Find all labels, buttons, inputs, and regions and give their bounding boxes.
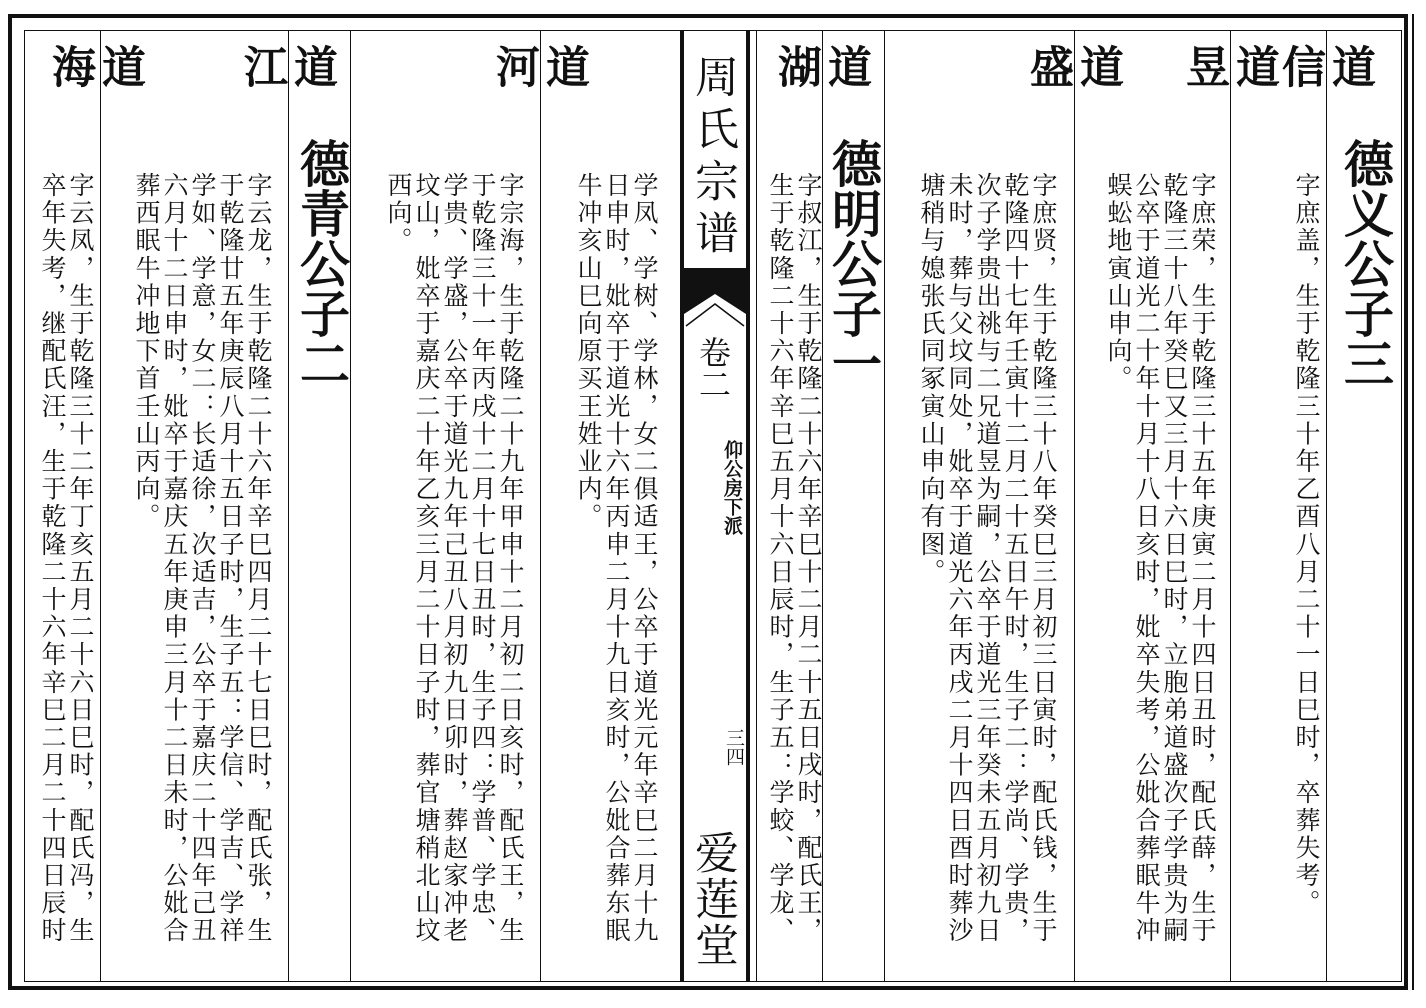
center-fold-line [746,30,750,982]
hall-name: 爱莲堂 [687,830,738,968]
generation-title-deyi: 德义公子三 [1336,138,1395,388]
fishtail-mark-icon [684,268,746,334]
entry-name-dao-xin: 道 信 [1274,44,1375,90]
entry-body-dao-jiang: 字云龙，生于乾隆二十六年辛巳四月二十七日巳时，配氏张，生 于乾隆廿五年庚辰八月十五日子时，生子五：学信、学吉、学祥 学如、学意，女二：长适徐，次适吉，公卒于嘉庆二十四年己丑 六月十二日申时，妣卒于嘉庆五年庚申三月十二日未时，公妣合 葬西眠牛冲地下首壬山丙向。 [132,172,273,945]
entry-body-dao-xin: 字庶盖，生于乾隆三十年乙酉八月二十一日巳时，卒葬失考。 [1292,172,1321,918]
column-divider [756,30,757,982]
branch-label: 仰公房下派 [721,440,743,535]
entry-body-dao-yu: 字庶荣，生于乾隆三十五年庚寅二月十四日丑时，配氏薛，生于 乾隆三十八年癸巳又三月十六日巳时，立胞弟道盛次子学贵为嗣 公卒于道光二十年十月十八日亥时，妣卒失考，公妣合葬眠牛冲 蜈蚣地寅山申向。 [1104,172,1217,945]
volume-label: 卷二 [694,336,732,400]
column-divider [100,30,101,982]
entry-name-dao-sheng: 道 盛 [1022,44,1123,90]
entry-body-continued: 学凤、学树、学林，女二俱适王，公卒于道光元年辛巳二月十九 日申时，妣卒于道光十六年丙申二月十九日亥时，公妣合葬东眠 牛冲亥山巳向原买王姓业内。 [574,172,659,945]
column-divider [1230,30,1231,982]
book-title: 周氏宗谱 [687,54,738,262]
page-number: 三四 [723,728,745,766]
generation-title-deming: 德明公子一 [824,138,883,388]
entry-body-dao-he: 字宗海，生于乾隆二十九年甲申十二月初二日亥时，配氏王，生 于乾隆三十一年丙戌十二月十七日丑时，生子四：学普、学忠、 学贵、学盛，公卒于道光九年己丑八月初九日卯时，葬赵家冲老 坟山，妣卒于嘉庆二十年乙亥三月二十日子时，葬官塘稍北山坟 西向。 [384,172,525,945]
entry-name-dao-he: 道 河 [488,44,589,90]
entry-name-dao-jiang: 道 江 [236,44,337,90]
generation-title-deqing: 德青公子二 [292,138,351,388]
entry-name-dao-hu: 道 湖 [770,44,871,90]
entry-body-dao-hai: 字云凤，生于乾隆三十二年丁亥五月二十六日巳时，配氏冯，生 卒年失考，继配氏汪，生于乾隆二十六年辛巳二月二十四日辰时 [38,172,95,945]
entry-body-dao-hu: 字叔江，生于乾隆二十六年辛巳十二月二十五日戌时，配氏王， 生于乾隆二十六年辛巳五月十六日辰时，生子五：学蛟、学龙、 [766,172,823,945]
entry-body-dao-sheng: 字庶贤，生于乾隆三十八年癸巳三月初三日寅时，配氏钱，生于 乾隆四十七年壬寅十二月二十五日午时，生子二：学尚、学贵， 次子学贵出祧与二兄道昱为嗣，公卒于道光三年癸未五月初九日 未时，葬与父坟同处，妣卒于道光六年丙戌二月十四日酉时葬沙 塘稍与媳张氏同冢寅山申向有图。 [917,172,1058,945]
entry-name-dao-hai: 道 海 [44,44,145,90]
center-fold-line [680,30,684,982]
column-divider [1074,30,1075,982]
entry-name-dao-yu: 道 昱 [1178,44,1279,90]
column-divider [540,30,541,982]
page-edge [1412,14,1414,990]
column-divider [288,30,289,982]
column-divider [884,30,885,982]
column-divider [1326,30,1327,982]
